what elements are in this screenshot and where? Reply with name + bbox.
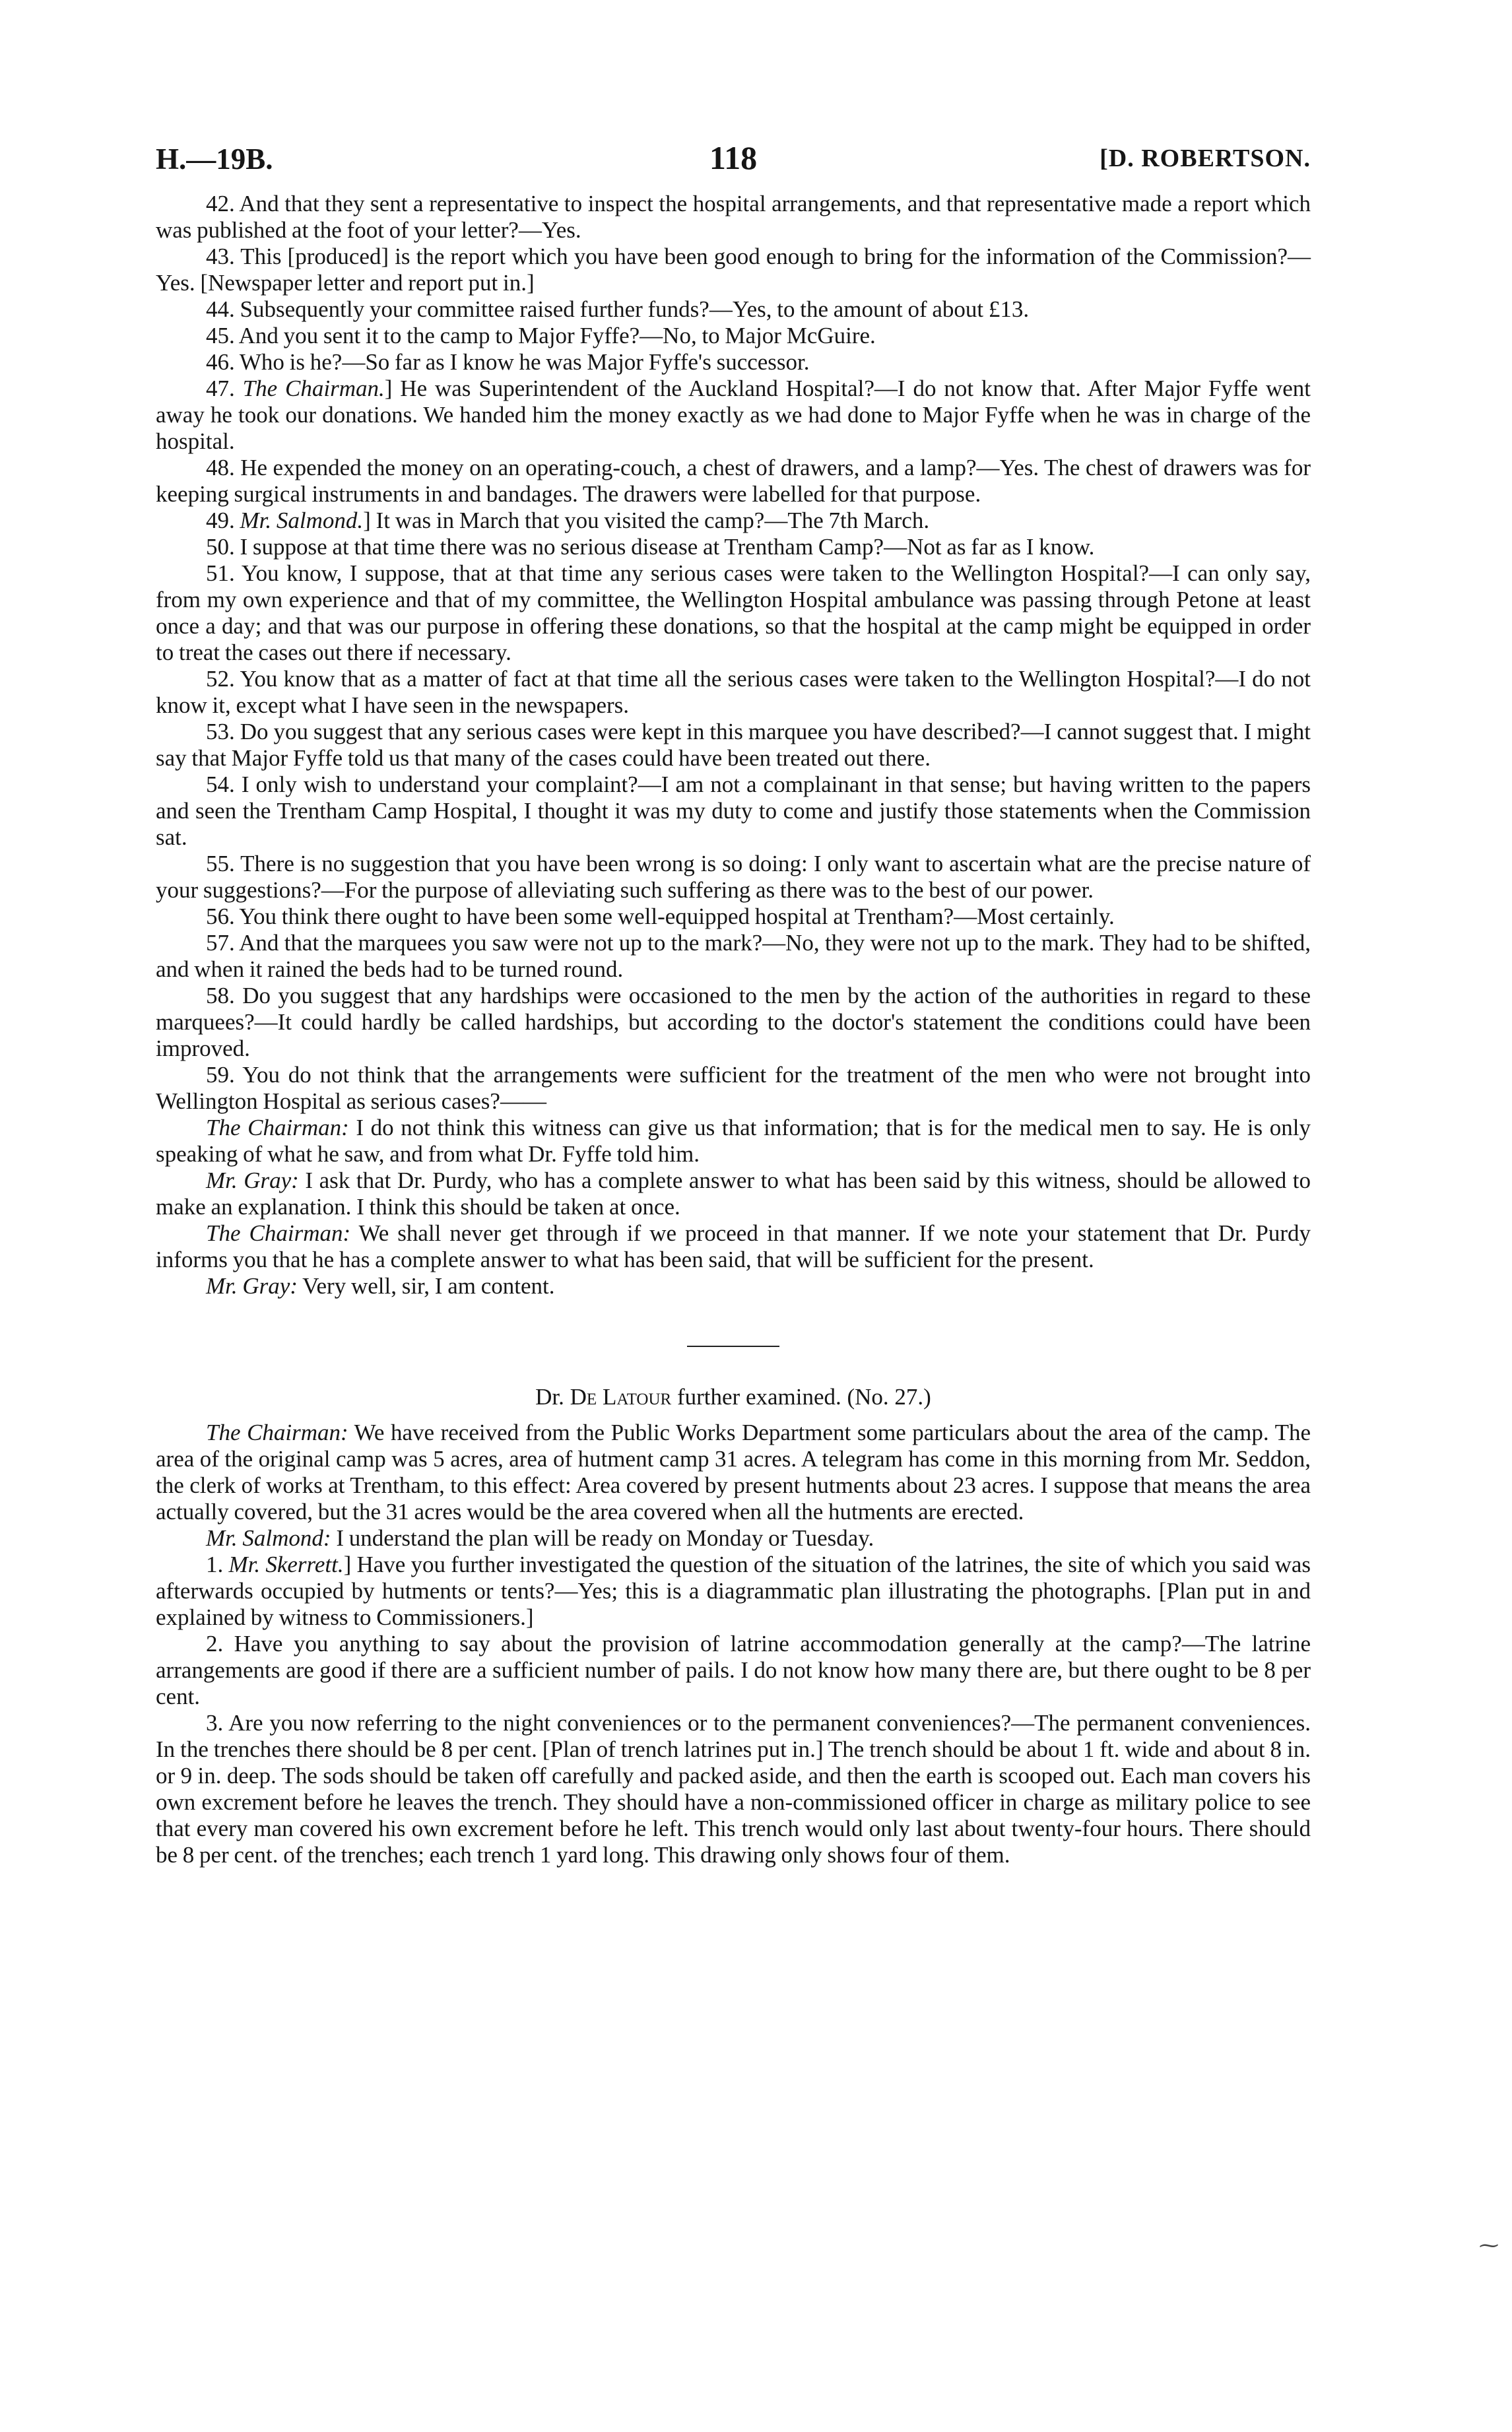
page-header xyxy=(156,119,1311,181)
paragraph-text: I ask that Dr. Purdy, who has a complete answer to what has been said by this witness, should be allowed to make an explanation. I think this should be taken at once. xyxy=(156,1167,1311,1220)
testimony-paragraph xyxy=(156,1420,1311,1525)
paragraph-text: 48. He expended the money on an operating-couch, a chest of drawers, and a lamp?—Yes. The chest of drawers was for keeping surgical instruments in and bandages. The drawers were labelled for that purpose. xyxy=(156,455,1311,507)
paragraph-text: I do not think this witness can give us that information; that is for the medical men to say. He is only speaking of what he saw, and from what Dr. Fyffe told him. xyxy=(156,1115,1311,1167)
testimony-paragraph xyxy=(156,851,1311,904)
paragraph-text: 3. Are you now referring to the night conveniences or to the permanent conveniences?—The permanent conveniences. In the trenches there should be 8 per cent. [Plan of trench latrines put in.] The trench should be about 1 ft. wide and about 8 in. or 9 in. deep. The sods should be taken off carefully and packed aside, and then the earth is scooped out. Each man covers his own excrement before he leaves the trench. They should have a non-commissioned officer in charge as military police to see that every man covered his own excrement before he left. This trench would only last about twenty-four hours. There should be 8 per cent. of the trenches; each trench 1 yard long. This drawing only shows four of them. xyxy=(156,1710,1311,1868)
testimony-body-continued xyxy=(156,1420,1311,1868)
testimony-paragraph xyxy=(156,904,1311,930)
paragraph-text: 50. I suppose at that time there was no serious disease at Trentham Camp?—Not as far as I know. xyxy=(206,534,1095,560)
paragraph-text: 51. You know, I suppose, that at that time any serious cases were taken to the Wellington Hospital?—I can only say, from my own experience and that of my committee, the Wellington Hospital ambulance was passing through Petone at least once a day; and that was our purpose in offering these donations, so that the hospital at the camp might be equipped in order to treat the cases out there if necessary. xyxy=(156,560,1311,665)
paragraph-text: ] Have you further investigated the question of the situation of the latrines, the site of which you said was afterwards occupied by hutments or tents?—Yes; this is a diagrammatic plan illustrating the photographs. [Plan put in and explained by witness to Commissioners.] xyxy=(156,1552,1311,1630)
paragraph-text: 59. You do not think that the arrangements were sufficient for the treatment of the men who were not brought into Wellington Hospital as serious cases?—— xyxy=(156,1062,1311,1114)
paragraph-text: 42. And that they sent a representative to inspect the hospital arrangements, and that representative made a report which was published at the foot of your letter?—Yes. xyxy=(156,191,1311,243)
paragraph-text: We shall never get through if we proceed in that manner. If we note your statement that Dr. Purdy informs you that he has a complete answer to what has been said, that will be sufficient for the present. xyxy=(156,1220,1311,1272)
testimony-paragraph xyxy=(156,930,1311,983)
paragraph-text: Very well, sir, I am content. xyxy=(297,1273,555,1299)
testimony-paragraph xyxy=(156,1220,1311,1273)
paragraph-text: I understand the plan will be ready on Monday or Tuesday. xyxy=(331,1525,874,1551)
testimony-paragraph xyxy=(156,455,1311,508)
speaker-name: Mr. Skerrett. xyxy=(228,1552,344,1577)
testimony-body xyxy=(156,191,1311,1299)
document-page xyxy=(156,119,1311,1868)
testimony-paragraph xyxy=(156,349,1311,376)
paragraph-text: We have received from the Public Works Department some particulars about the area of the camp. The area of the original camp was 5 acres, area of hutment camp 31 acres. A telegram has come in this morning from Mr. Seddon, the clerk of works at Trentham, to this effect: Area covered by present hutments about 23 acres. I suppose that means the area actually covered, but the 31 acres would be the area covered when all the hutments are erected. xyxy=(156,1420,1311,1525)
document-reference: H.—19B. xyxy=(156,143,273,176)
paragraph-text: 45. And you sent it to the camp to Major Fyffe?—No, to Major McGuire. xyxy=(206,323,876,348)
speaker-name: Mr. Salmond: xyxy=(206,1525,331,1551)
testimony-paragraph xyxy=(156,296,1311,323)
testimony-paragraph xyxy=(156,191,1311,244)
page-number: 118 xyxy=(709,139,758,176)
speaker-name: The Chairman: xyxy=(206,1420,348,1445)
testimony-paragraph xyxy=(156,1167,1311,1220)
paragraph-text: 58. Do you suggest that any hardships were occasioned to the men by the action of the authorities in regard to these marquees?—It could hardly be called hardships, but according to the doctor's statement the conditions could have been improved. xyxy=(156,983,1311,1061)
paragraph-number: 49. xyxy=(206,508,240,533)
paragraph-text: ] It was in March that you visited the camp?—The 7th March. xyxy=(363,508,930,533)
testimony-paragraph xyxy=(156,1273,1311,1299)
paragraph-text: 54. I only wish to understand your complaint?—I am not a complainant in that sense; but having written to the papers and seen the Trentham Camp Hospital, I thought it was my duty to come and justify those statements when the Commission sat. xyxy=(156,772,1311,850)
testimony-paragraph xyxy=(156,376,1311,455)
testimony-paragraph xyxy=(156,666,1311,719)
paragraph-text: 53. Do you suggest that any serious cases were kept in this marquee you have described?—I cannot suggest that. I might say that Major Fyffe told us that many of the cases could have been treated out there. xyxy=(156,719,1311,771)
paragraph-number: 47. xyxy=(206,376,243,401)
testimony-paragraph xyxy=(156,719,1311,772)
testimony-paragraph xyxy=(156,1631,1311,1710)
section-title-suffix: further examined. (No. 27.) xyxy=(671,1384,931,1410)
section-divider xyxy=(687,1346,779,1347)
testimony-paragraph xyxy=(156,323,1311,349)
testimony-paragraph xyxy=(156,1062,1311,1115)
paragraph-text: 46. Who is he?—So far as I know he was Major Fyffe's successor. xyxy=(206,349,810,375)
testimony-paragraph xyxy=(156,244,1311,296)
paragraph-text: 57. And that the marquees you saw were not up to the mark?—No, they were not up to the mark. They had to be shifted, and when it rained the beds had to be turned round. xyxy=(156,930,1311,982)
testimony-paragraph xyxy=(156,983,1311,1062)
paragraph-text: 55. There is no suggestion that you have been wrong is so doing: I only want to ascertain what are the precise nature of your suggestions?—For the purpose of alleviating such suffering as there was to the best of our power. xyxy=(156,851,1311,903)
testimony-paragraph xyxy=(156,508,1311,534)
speaker-name: The Chairman. xyxy=(242,376,385,401)
section-title-prefix: Dr. xyxy=(535,1384,570,1410)
testimony-paragraph xyxy=(156,1115,1311,1167)
speaker-name: Mr. Gray: xyxy=(206,1273,298,1299)
paragraph-text: ] He was Superintendent of the Auckland Hospital?—I do not know that. After Major Fyffe went away he took our donations. We handed him the money exactly as we had done to Major Fyffe when he was in charge of the hospital. xyxy=(156,376,1311,454)
testimony-paragraph xyxy=(156,772,1311,851)
paragraph-text: 2. Have you anything to say about the provision of latrine accommodation generally at the camp?—The latrine arrangements are good if there are a sufficient number of pails. I do not know how many there are, but there ought to be 8 per cent. xyxy=(156,1631,1311,1709)
paragraph-text: 43. This [produced] is the report which you have been good enough to bring for the information of the Commission?—Yes. [Newspaper letter and report put in.] xyxy=(156,244,1311,296)
testimony-paragraph xyxy=(156,1710,1311,1868)
speaker-name: Mr. Gray: xyxy=(206,1167,299,1193)
paragraph-text: 44. Subsequently your committee raised further funds?—Yes, to the amount of about £13. xyxy=(206,296,1030,322)
paragraph-text: 52. You know that as a matter of fact at that time all the serious cases were taken to the Wellington Hospital?—I do not know it, except what I have seen in the newspapers. xyxy=(156,666,1311,718)
speaker-name: The Chairman: xyxy=(206,1220,351,1246)
speaker-name: Mr. Salmond. xyxy=(240,508,364,533)
section-title-name: De Latour xyxy=(570,1384,672,1410)
paragraph-text: 56. You think there ought to have been some well-equipped hospital at Trentham?—Most certainly. xyxy=(206,904,1115,929)
testimony-paragraph xyxy=(156,1525,1311,1552)
paragraph-number: 1. xyxy=(206,1552,229,1577)
section-title xyxy=(156,1384,1311,1410)
testimony-paragraph xyxy=(156,560,1311,666)
testimony-paragraph xyxy=(156,534,1311,560)
margin-mark: ⁓ xyxy=(1479,2235,1499,2256)
speaker-name: The Chairman: xyxy=(206,1115,349,1140)
testimony-paragraph xyxy=(156,1552,1311,1631)
witness-name: [D. ROBERTSON. xyxy=(1100,145,1311,172)
